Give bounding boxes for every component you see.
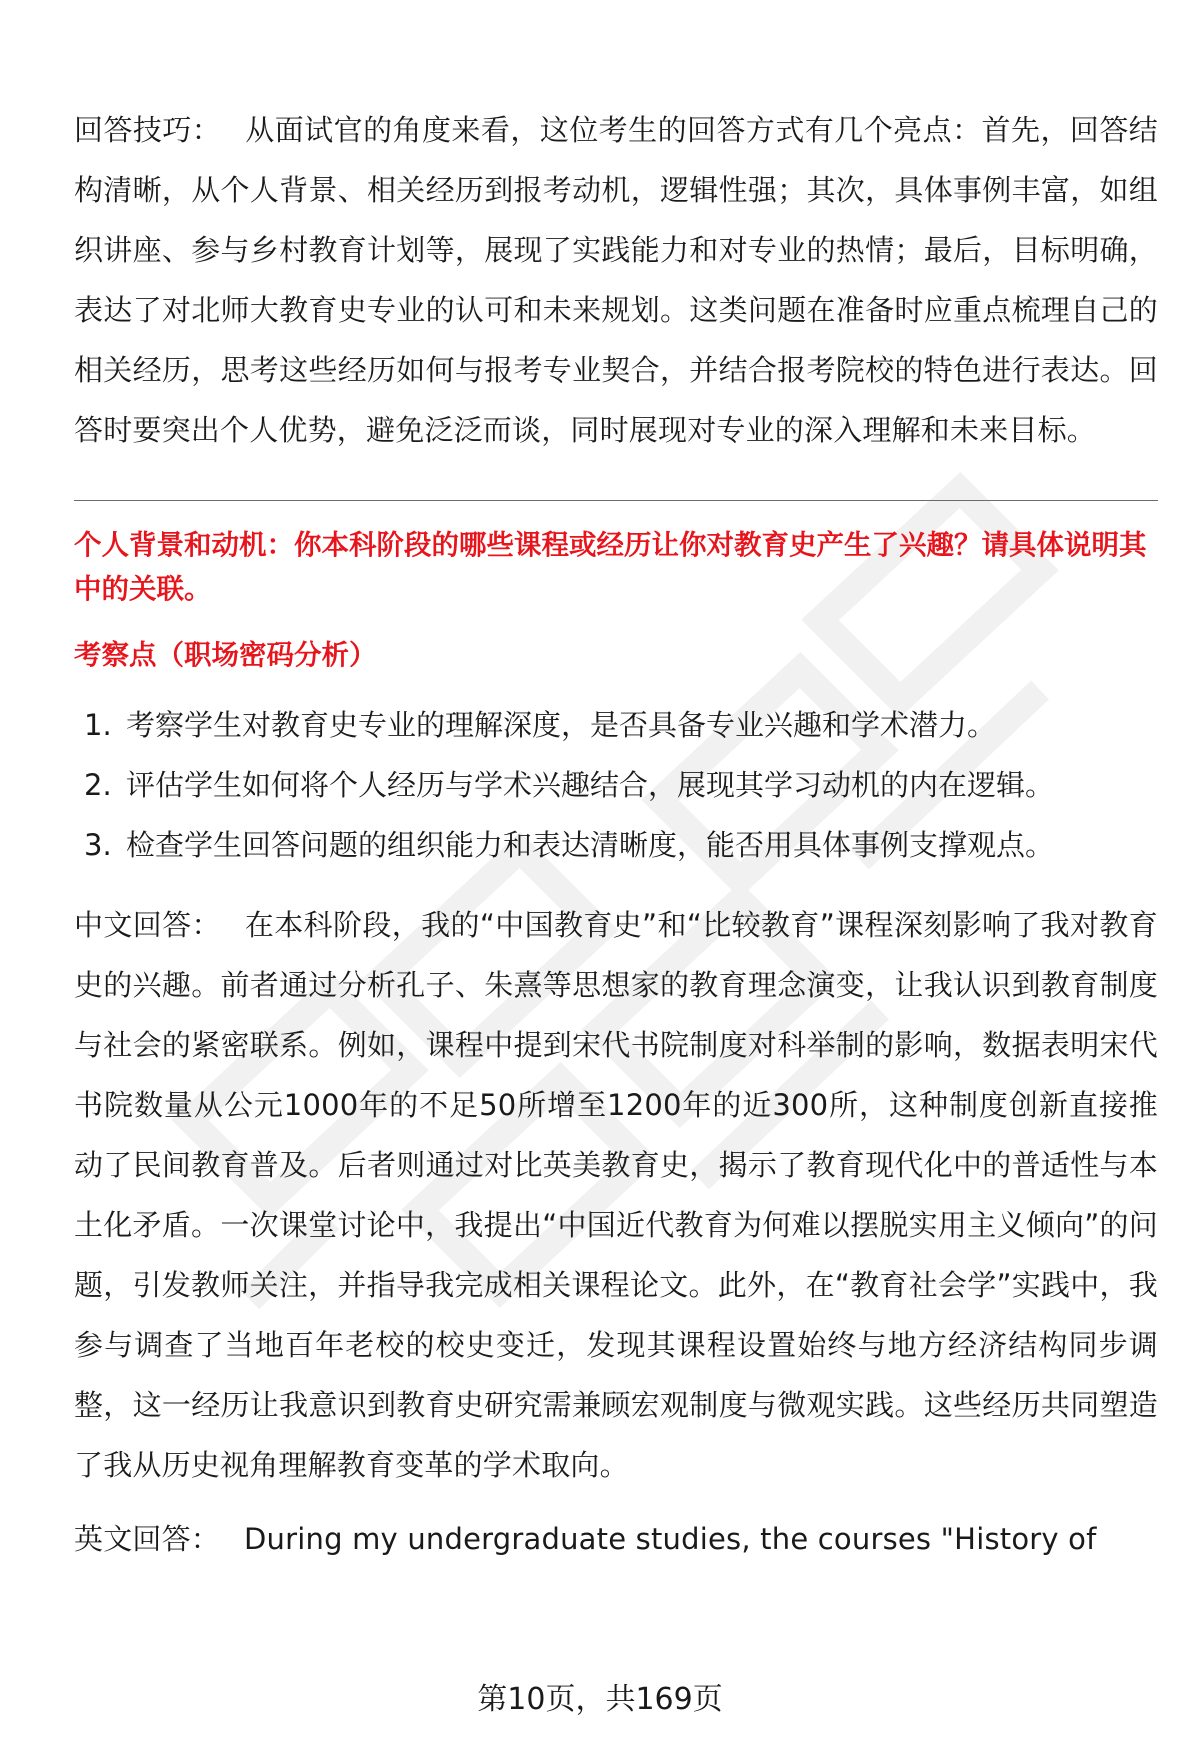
en-answer-text: During my undergraduate studies, the courses "History of: [244, 1522, 1097, 1556]
interview-question: 个人背景和动机：你本科阶段的哪些课程或经历让你对教育史产生了兴趣？请具体说明其中的关联。: [74, 529, 1147, 605]
list-item-text: 评估学生如何将个人经历与学术兴趣结合，展现其学习动机的内在逻辑。: [126, 768, 1055, 802]
chinese-answer-paragraph: [74, 895, 1158, 1495]
list-item-text: 考察学生对教育史专业的理解深度，是否具备专业兴趣和学术潜力。: [126, 708, 997, 742]
tips-label: 回答技巧：: [74, 113, 222, 147]
english-answer-paragraph: [74, 1509, 1158, 1569]
focus-heading: 考察点（职场密码分析）: [74, 639, 377, 671]
tips-text: 从面试官的角度来看，这位考生的回答方式有几个亮点：首先，回答结构清晰，从个人背景、相关经历到报考动机，逻辑性强；其次，具体事例丰富，如组织讲座、参与乡村教育计划等，展现了实践能力和对专业的热情；最后，目标明确，表达了对北师大教育史专业的认可和未来规划。这类问题在准备时应重点梳理自己的相关经历，思考这些经历如何与报考专业契合，并结合报考院校的特色进行表达。回答时要突出个人优势，避免泛泛而谈，同时展现对专业的深入理解和未来目标。: [74, 113, 1158, 447]
list-item-text: 检查学生回答问题的组织能力和表达清晰度，能否用具体事例支撑观点。: [126, 828, 1055, 862]
list-item-number: 2.: [84, 768, 112, 802]
content-area: [74, 100, 1158, 1569]
cn-answer-label: 中文回答：: [74, 908, 221, 942]
list-item: [74, 695, 1158, 755]
cn-answer-text: 在本科阶段，我的“中国教育史”和“比较教育”课程深刻影响了我对教育史的兴趣。前者通过分析孔子、朱熹等思想家的教育理念演变，让我认识到教育制度与社会的紧密联系。例如，课程中提到宋代书院制度对科举制的影响，数据表明宋代书院数量从公元1000年的不足50所增至1200年的近300所，这种制度创新直接推动了民间教育普及。后者则通过对比英美教育史，揭示了教育现代化中的普适性与本土化矛盾。一次课堂讨论中，我提出“中国近代教育为何难以摆脱实用主义倾向”的问题，引发教师关注，并指导我完成相关课程论文。此外，在“教育社会学”实践中，我参与调查了当地百年老校的校史变迁，发现其课程设置始终与地方经济结构同步调整，这一经历让我意识到教育史研究需兼顾宏观制度与微观实践。这些经历共同塑造了我从历史视角理解教育变革的学术取向。: [74, 908, 1158, 1482]
page-number-footer: 第10页，共169页: [477, 1682, 723, 1717]
list-item-number: 3.: [84, 828, 112, 862]
list-item: [74, 755, 1158, 815]
section-divider: [74, 500, 1158, 501]
list-item-number: 1.: [84, 708, 112, 742]
en-answer-label: 英文回答：: [74, 1522, 221, 1556]
focus-points-list: [74, 695, 1158, 875]
list-item: [74, 815, 1158, 875]
answer-tips-paragraph: [74, 100, 1158, 460]
